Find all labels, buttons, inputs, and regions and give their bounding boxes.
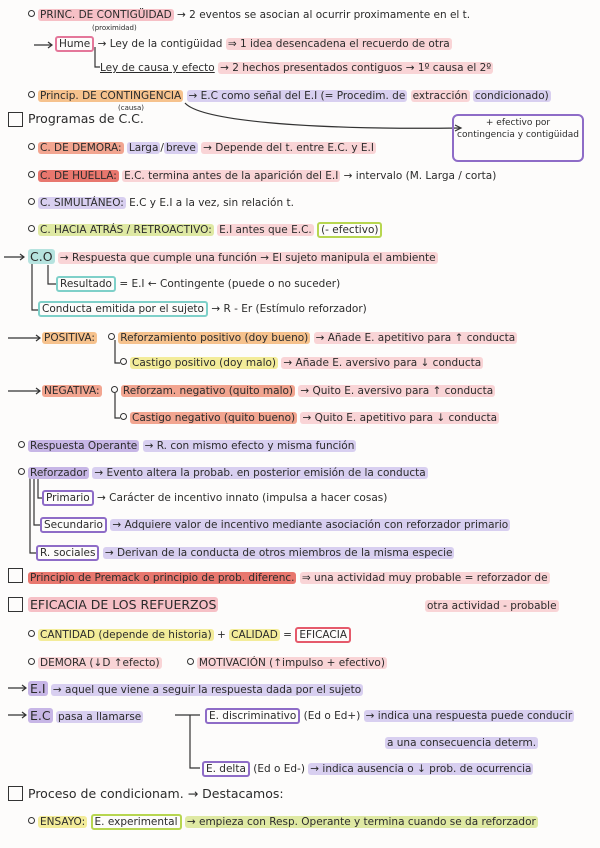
delay-motivation-line [28,656,387,670]
extraction-word: extracción [412,90,468,102]
discriminative-line [205,709,574,723]
secondary-desc: → Adquiere valor de incentivo mediante asociación con reforzador primario [112,519,509,531]
delta-symbol: (Ed o Ed-) [253,763,305,775]
discriminative-desc: → indica una respuesta puede conducir [365,710,573,722]
positive-punishment-desc: → Añade E. aversivo para ↓ conducta [283,357,482,369]
contiguity-principle-subtitle: (proximidad) [92,24,137,32]
bullet-icon [28,91,35,98]
positive-punishment: Castigo positivo (doy malo) [132,357,277,369]
operant-conditioning-desc: → Respuesta que cumple una función → El sujeto manipula el ambiente [59,252,436,264]
trace-conditioning-line [28,169,496,183]
emitted-behaviour-line [38,302,367,316]
reinforcer-line [18,466,428,480]
reinforcer-title: Reforzador [30,467,88,479]
note-line-2: contingencia y contigüidad [457,130,579,140]
trace-conditioning-interval: → intervalo (M. Larga / corta) [343,170,497,182]
arrow-icon: → [97,38,107,50]
cause-effect-line [100,61,493,75]
delay-label: DEMORA (↓D ↑efecto) [40,657,160,669]
backward-conditioning-title: C. HACIA ATRÁS / RETROACTIVO: [40,224,212,236]
bullet-icon [120,358,127,365]
equals-sign: = [283,629,292,641]
contiguity-law-desc: ⇒ 1 idea desencadena el recuerdo de otra [227,38,450,50]
social-desc: → Derivan de la conducta de otros miembros de la misma especie [104,547,453,559]
bullet-icon [18,441,25,448]
primary-desc: → Carácter de incentivo innato (impulsa a hacer cosas) [97,492,388,504]
negative-punishment: Castigo negativo (quito bueno) [132,412,296,424]
positive-reinforcement: Reforzamiento positivo (doy bueno) [120,332,309,344]
bullet-icon [28,10,35,17]
contingency-principle-subtitle: (causa) [118,104,144,112]
discriminative-symbol: (Ed o Ed+) [303,710,361,722]
conditioned-stimulus-line [28,709,143,724]
emitted-behaviour-label: Conducta emitida por el sujeto [38,301,208,317]
ei-label: E.I [30,681,46,696]
discriminative-desc-2 [385,736,538,750]
bullet-icon [108,333,115,340]
delay-conditioning-title: C. DE DEMORA: [40,142,122,154]
cause-effect-desc: → 2 hechos presentados contiguos → 1º causa el 2º [220,62,492,74]
contiguity-law: Ley de la contigüidad [109,38,223,50]
quantity-label: CANTIDAD (depende de historia) [40,629,212,641]
cc-programs-heading: Programas de C.C. [28,111,144,126]
premack-desc-2-text: otra actividad - probable [427,600,557,612]
simultaneous-conditioning-line [28,196,294,210]
contiguity-principle-line [28,8,470,22]
backward-conditioning-line [28,223,382,237]
premack-desc: ⇒ una actividad muy probable = reforzador de [301,572,548,584]
discriminative-label: E. discriminativo [205,708,300,724]
unconditioned-stimulus-line [28,682,363,697]
operant-conditioning-title: C.O [30,249,53,264]
quantity-line [28,628,351,642]
contingency-principle-desc: → E.C como señal del E.I (= Procedim. de [188,90,406,102]
efficacy-heading [28,598,218,612]
result-label: Resultado [56,276,116,292]
discriminative-desc-2-text: a una consecuencia determ. [387,737,537,749]
positive-label: POSITIVA: [44,332,95,344]
bullet-icon [187,658,194,665]
hume-line [55,37,452,51]
secondary-line [40,518,510,532]
delta-desc: → indica ausencia o ↓ prob. de ocurrencia [310,763,532,775]
premack-title: Principio de Premack o principio de prob. diferenc. [30,572,295,584]
bullet-icon [111,386,118,393]
primary-line [42,491,387,505]
delta-label: E. delta [202,761,250,777]
trial-line [28,815,538,829]
negative-reinforcement: Reforzam. negativo (quito malo) [122,385,294,397]
trace-conditioning-title: C. DE HUELLA: [40,170,117,182]
positive-line [42,331,517,345]
conditioned-word: condicionado) [474,90,549,102]
checkbox-icon [8,786,23,801]
bullet-icon [28,817,35,824]
social-label: R. sociales [36,545,99,561]
secondary-label: Secundario [40,517,107,533]
long-word: Larga [128,142,159,154]
contingency-principle-line [28,89,551,103]
experimental-stimulus: E. experimental [91,814,182,830]
operant-response-line [18,439,356,453]
bullet-icon [120,413,127,420]
ec-renamed: pasa a llamarse [57,711,142,723]
delay-conditioning-desc: → Depende del t. entre E.C. y E.I [203,142,374,154]
note-line-1b: + efectivo por [485,118,551,128]
trial-label: ENSAYO: [40,816,86,828]
bullet-icon [28,171,35,178]
backward-conditioning-desc: E.I antes que E.C. [219,224,312,236]
bullet-icon [28,225,35,232]
simultaneous-conditioning-title: C. SIMULTÁNEO: [40,197,124,209]
checkbox-icon [8,112,23,127]
negative-label: NEGATIVA: [44,385,100,397]
checkbox-icon [8,568,23,583]
result-line [56,277,340,291]
positive-punishment-line [120,356,483,370]
contingency-principle-title: Princip. DE CONTINGENCIA [40,90,182,102]
bullet-icon [18,468,25,475]
primary-label: Primario [42,490,94,506]
social-line [36,546,454,560]
premack-desc-2 [425,599,559,613]
slash: / [160,142,164,154]
ec-label: E.C [30,708,51,723]
checkbox-icon [8,597,23,612]
hume-label: Hume [55,36,94,52]
bullet-icon [28,198,35,205]
operant-conditioning-line [28,250,438,265]
process-title: Proceso de condicionam. [28,786,184,801]
emitted-behaviour-desc: → R - Er (Estímulo reforzador) [211,303,367,315]
result-desc: = E.I ← Contingente (puede o no suceder) [119,278,341,290]
trial-desc: → empieza con Resp. Operante y termina cuando se da reforzador [186,816,536,828]
positive-reinforcement-desc: → Añade E. apetitivo para ↑ conducta [315,332,516,344]
negative-punishment-desc: → Quito E. apetitivo para ↓ conducta [302,412,498,424]
process-highlight: → Destacamos: [187,786,284,801]
efficacy-label: EFICACIA [295,627,351,643]
bullet-icon [28,658,35,665]
trace-conditioning-desc: E.C. termina antes de la aparición del E.I [124,170,339,182]
reinforcer-desc: → Evento altera la probab. en posterior emisión de la conducta [94,467,426,479]
efficacy-heading-text: EFICACIA DE LOS REFUERZOS [30,597,217,612]
ei-desc: → aquel que viene a seguir la respuesta dada por el sujeto [52,684,362,696]
negative-punishment-line [120,411,499,425]
motivation-label: MOTIVACIÓN (↑impulso + efectivo) [198,657,385,669]
operant-response-title: Respuesta Operante [30,440,138,452]
negative-line [42,384,495,398]
plus-sign: + [217,629,226,641]
bullet-icon [28,630,35,637]
cause-effect-law: Ley de causa y efecto [100,62,215,74]
short-word: breve [165,142,196,154]
less-effective-note: (- efectivo) [317,222,382,238]
delay-conditioning-line [28,141,376,155]
process-line [28,787,284,801]
operant-response-desc: → R. con mismo efecto y misma función [144,440,355,452]
premack-line [28,571,550,585]
contiguity-principle-title: PRINC. DE CONTIGÜIDAD [40,9,172,21]
quality-label: CALIDAD [231,629,278,641]
simultaneous-conditioning-desc: E.C y E.I a la vez, sin relación t. [129,197,294,209]
bullet-icon [28,143,35,150]
negative-reinforcement-desc: → Quito E. aversivo para ↑ conducta [300,385,494,397]
delta-line [202,762,533,776]
contiguity-principle-desc: → 2 eventos se asocian al ocurrir proximamente en el t. [177,9,471,21]
